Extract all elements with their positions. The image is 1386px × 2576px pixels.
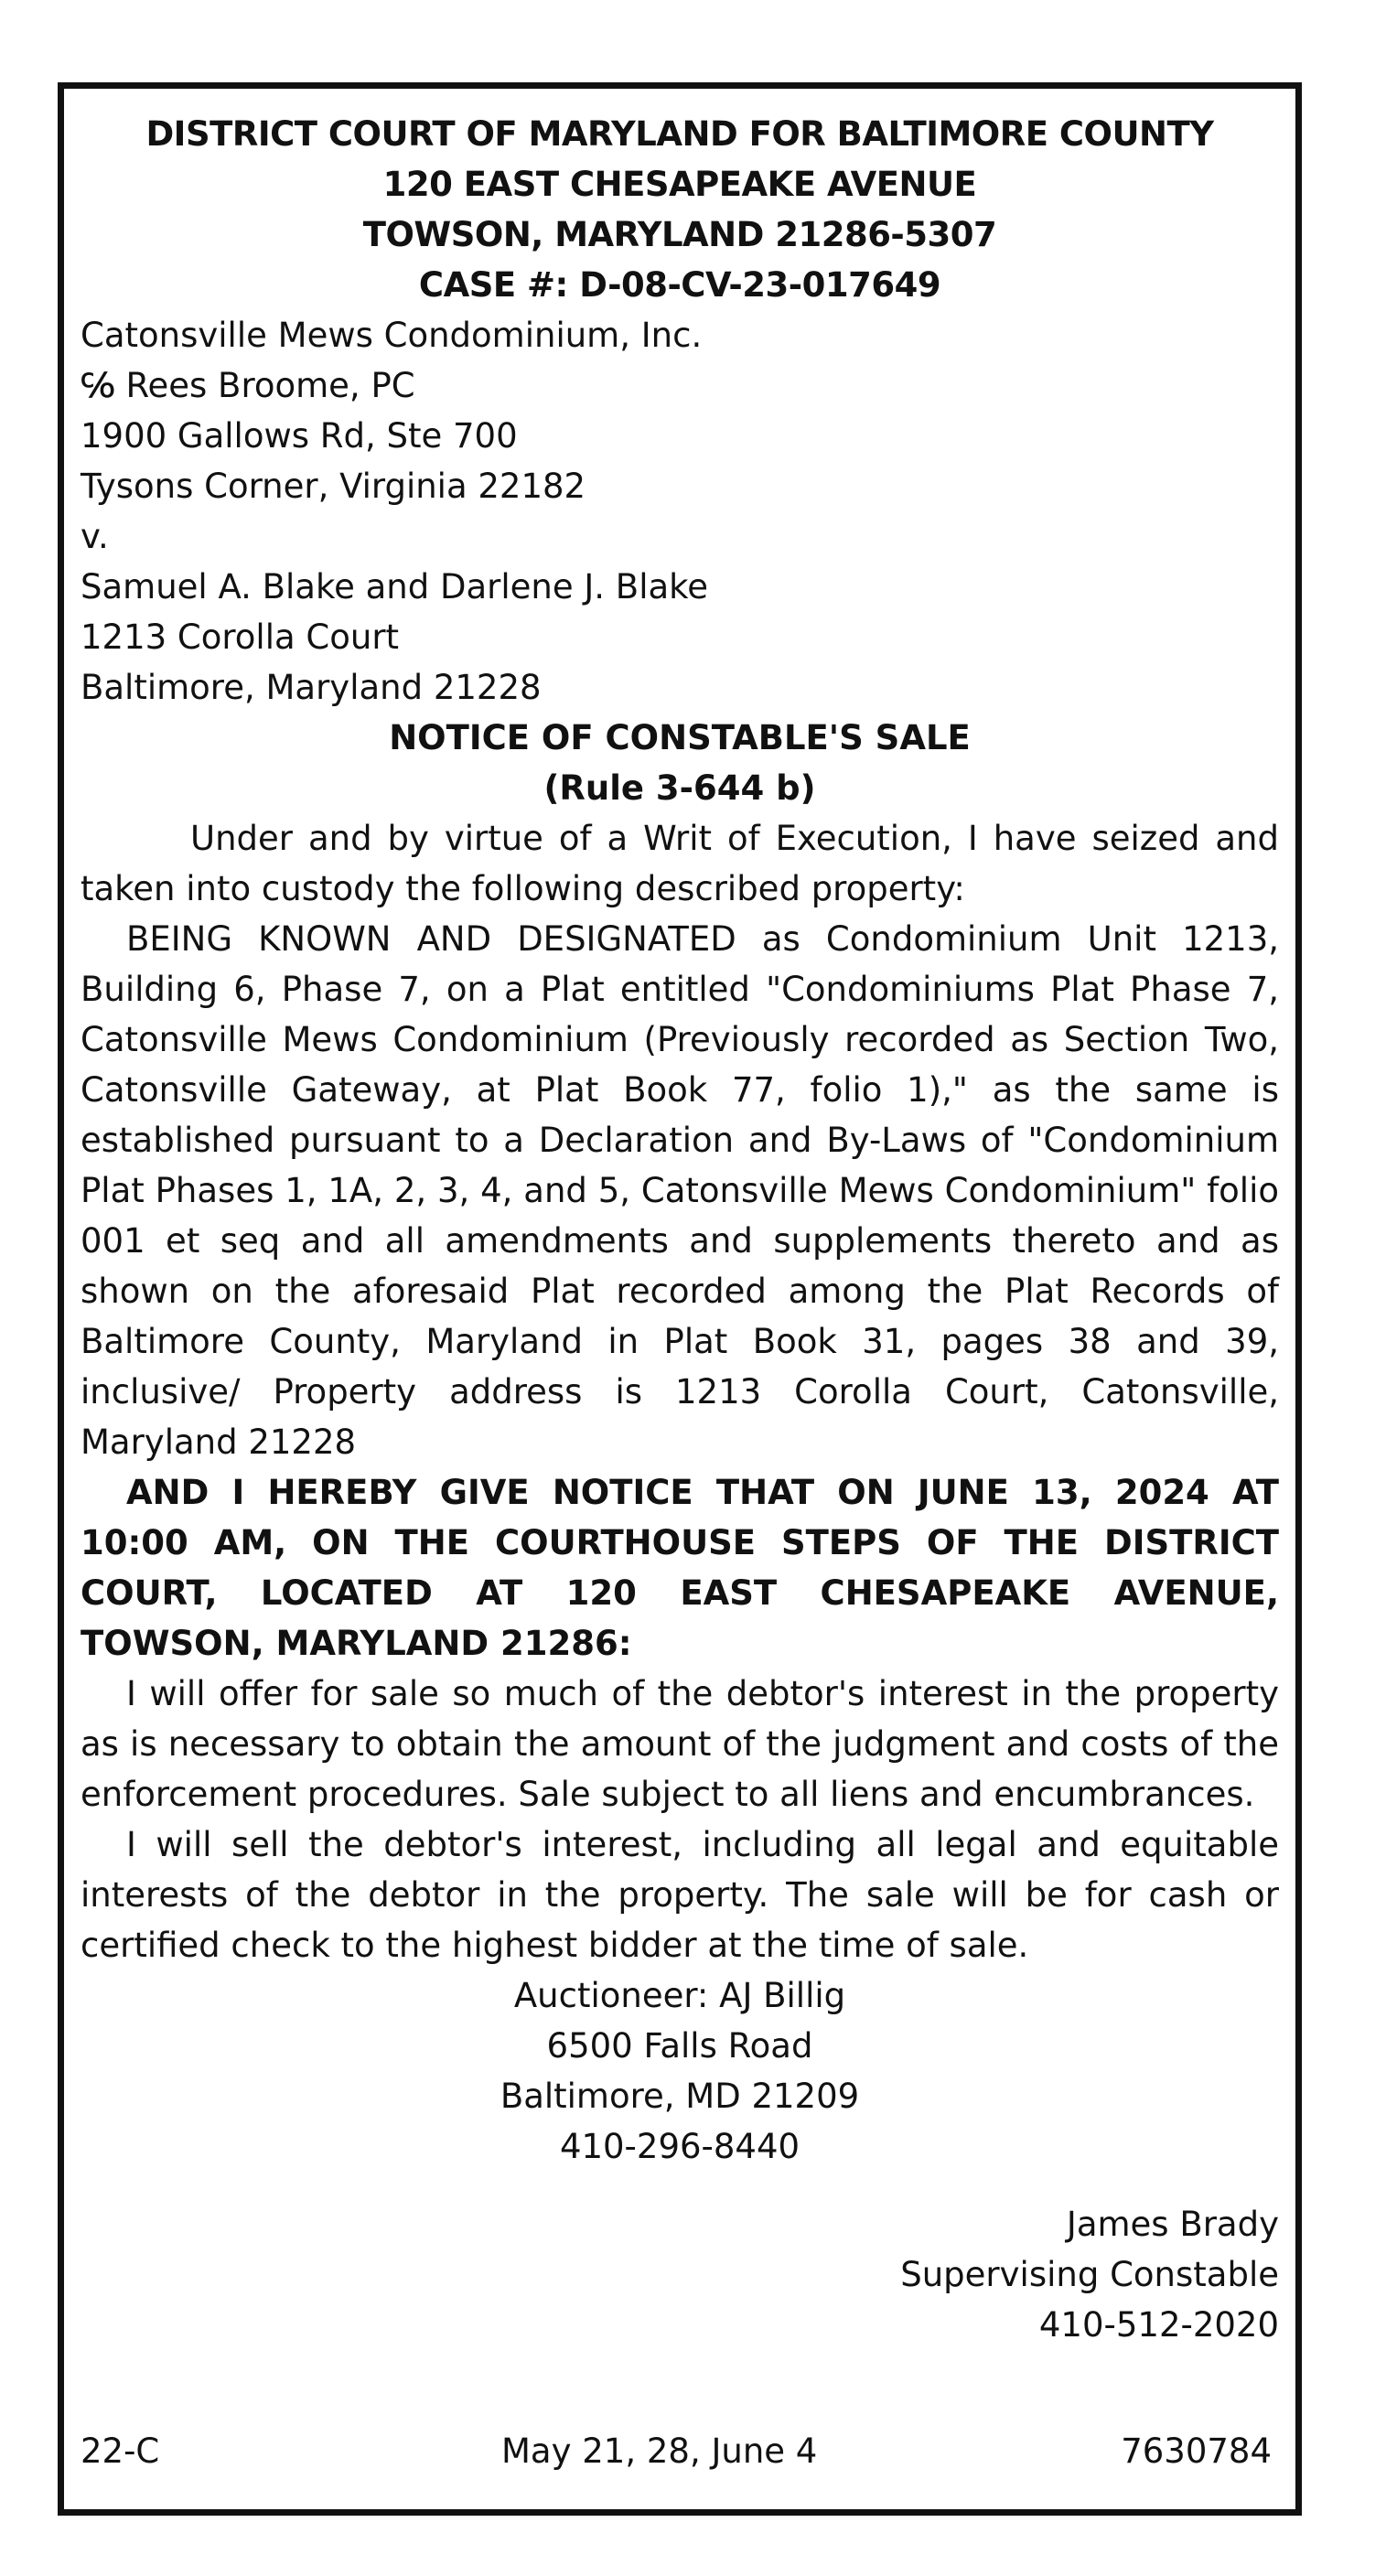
offer-paragraph: I will offer for sale so much of the debtor's interest in the property as is necessary to obtain the amount of the judgment and costs of the enforcement procedures. Sale subject to all liens and encumbrances. [81,1674,1279,1814]
sale-notice-paragraph: AND I HEREBY GIVE NOTICE THAT ON JUNE 13, 2024 AT 10:00 AM, ON THE COURTHOUSE STEPS OF THE DISTRICT COURT, LOCATED AT 120 EAST CHESAPEAKE AVENUE, TOWSON, MARYLAND 21286: [81,1473,1279,1663]
constable-phone: 410-512-2020 [1038,2305,1279,2345]
versus: v. [81,517,109,556]
plaintiff-city: Tysons Corner, Virginia 22182 [81,467,586,506]
property-description: BEING KNOWN AND DESIGNATED as Condominium Unit 1213, Building 6, Phase 7, on a Plat entitled "Condominiums Plat Phase 7, Catonsville Mews Condominium (Previously recorded as Section Two, Catonsville Gateway, at Plat Book 77, folio 1)," as the same is established pursuant to a Declaration and By-Laws of "Condominium Plat Phases 1, 1A, 2, 3, 4, and 5, Catonsville Mews Condominium" folio 001 et seq and all amendments and supplements thereto and as shown on the aforesaid Plat recorded among the Plat Records of Baltimore County, Maryland in Plat Book 31, pages 38 and 39, inclusive/ Property address is 1213 Corolla Court, Catonsville, Maryland 21228 [81,919,1279,1462]
footer [81,2426,1279,2476]
notice-title: NOTICE OF CONSTABLE'S SALE [389,718,971,757]
court-name: DISTRICT COURT OF MARYLAND FOR BALTIMORE COUNTY [145,114,1214,154]
footer-code: 22-C [81,2431,160,2471]
plaintiff-care-of: ℅ Rees Broome, PC [81,366,415,405]
defendant-city: Baltimore, Maryland 21228 [81,668,542,707]
court-address-city: TOWSON, MARYLAND 21286-5307 [362,215,997,254]
auctioneer-phone: 410-296-8440 [559,2127,800,2166]
auctioneer-street: 6500 Falls Road [546,2026,813,2066]
legal-notice [58,82,1302,2516]
defendant-name: Samuel A. Blake and Darlene J. Blake [81,567,709,606]
court-address-street: 120 EAST CHESAPEAKE AVENUE [382,165,977,204]
notice-rule: (Rule 3-644 b) [543,768,816,808]
auctioneer-city: Baltimore, MD 21209 [500,2077,860,2116]
plaintiff-name: Catonsville Mews Condominium, Inc. [81,316,703,355]
writ-paragraph: Under and by virtue of a Writ of Execution, I have seized and taken into custody the following described property: [81,819,1279,908]
defendant-street: 1213 Corolla Court [81,617,400,657]
constable-name: James Brady [1066,2205,1279,2244]
plaintiff-street: 1900 Gallows Rd, Ste 700 [81,416,518,456]
signature-block [81,2199,1279,2350]
case-number: CASE #: D-08-CV-23-017649 [418,265,941,305]
ad-number: 7630784 [1121,2431,1272,2471]
terms-paragraph: I will sell the debtor's interest, including all legal and equitable interests of the debtor in the property. The sale will be for cash or certified check to the highest bidder at the time of sale. [81,1825,1279,1965]
publication-dates: May 21, 28, June 4 [501,2431,818,2471]
constable-title: Supervising Constable [900,2255,1279,2294]
auctioneer-name: Auctioneer: AJ Billig [513,1976,846,2015]
